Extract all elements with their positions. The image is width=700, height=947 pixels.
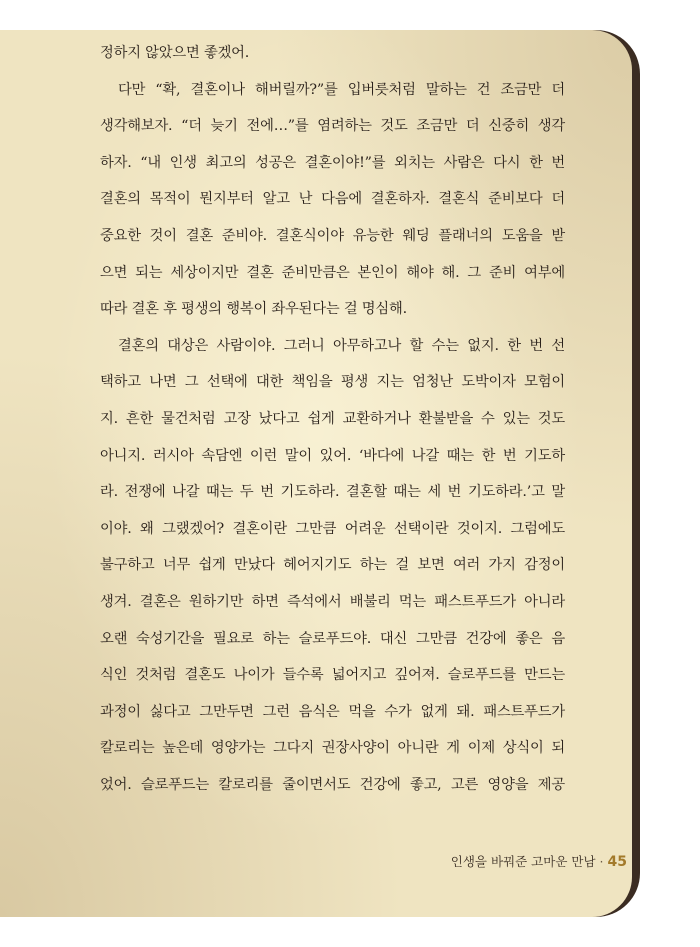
text-line: 따라 결혼 후 평생의 행복이 좌우된다는 걸 명심해. — [100, 301, 407, 318]
text-line: 었어. 슬로푸드는 칼로리를 줄이면서도 건강에 좋고, 고른 영양을 제공 — [100, 776, 565, 793]
text-line: 칼로리는 높은데 영양가는 그다지 권장사양이 아니란 게 이제 상식이 되 — [100, 740, 565, 757]
text-line: 다만 “확, 결혼이나 해버릴까?”를 입버릇처럼 말하는 건 조금만 더 — [118, 81, 565, 98]
text-line: 라. 전쟁에 나갈 때는 두 번 기도하라. 결혼할 때는 세 번 기도하라.’고 말 — [100, 484, 565, 501]
text-line: 과정이 싫다고 그만두면 그런 음식은 먹을 수가 없게 돼. 패스트푸드가 — [100, 703, 565, 720]
text-line: 택하고 나면 그 선택에 대한 책임을 평생 지는 엄청난 도박이자 모험이 — [100, 374, 565, 391]
text-line: 중요한 것이 결혼 준비야. 결혼식이야 유능한 웨딩 플래너의 도움을 받 — [100, 227, 565, 244]
text-line: 오랜 숙성기간을 필요로 하는 슬로푸드야. 대신 그만큼 건강에 좋은 음 — [100, 630, 565, 647]
text-line: 이야. 왜 그랬겠어? 결혼이란 그만큼 어려운 선택이란 것이지. 그럼에도 — [100, 520, 565, 537]
text-line: 정하지 않았으면 좋겠어. — [100, 45, 250, 61]
text-line: 불구하고 너무 쉽게 만났다 헤어지기도 하는 걸 보면 여러 가지 감정이 — [100, 557, 565, 574]
text-line: 지. 흔한 물건처럼 고장 났다고 쉽게 교환하거나 환불받을 수 있는 것도 — [100, 410, 565, 427]
body-text — [100, 35, 565, 803]
page-number: 45 — [607, 854, 627, 870]
text-line: 결혼의 대상은 사람이야. 그러니 아무하고나 할 수는 없지. 한 번 선 — [118, 337, 565, 354]
text-line: 으면 되는 세상이지만 결혼 준비만큼은 본인이 해야 해. 그 준비 여부에 — [100, 264, 565, 281]
text-line: 생각해보자. “더 늦기 전에…”를 염려하는 것도 조금만 더 신중히 생각 — [100, 118, 565, 135]
text-line: 아니지. 러시아 속담엔 이런 말이 있어. ‘바다에 나갈 때는 한 번 기도하 — [100, 447, 565, 464]
page-footer — [451, 852, 627, 870]
text-line: 결혼의 목적이 뭔지부터 알고 난 다음에 결혼하자. 결혼식 준비보다 더 — [100, 191, 565, 208]
text-line: 생겨. 결혼은 원하기만 하면 즉석에서 배불리 먹는 패스트푸드가 아니라 — [100, 593, 565, 610]
text-line: 식인 것처럼 결혼도 나이가 들수록 넓어지고 깊어져. 슬로푸드를 만드는 — [100, 667, 565, 684]
running-title: 인생을 바꿔준 고마운 만남 — [450, 854, 596, 869]
footer-separator: · — [599, 854, 604, 869]
text-line: 하자. “내 인생 최고의 성공은 결혼이야!”를 외치는 사람은 다시 한 번 — [100, 154, 565, 171]
